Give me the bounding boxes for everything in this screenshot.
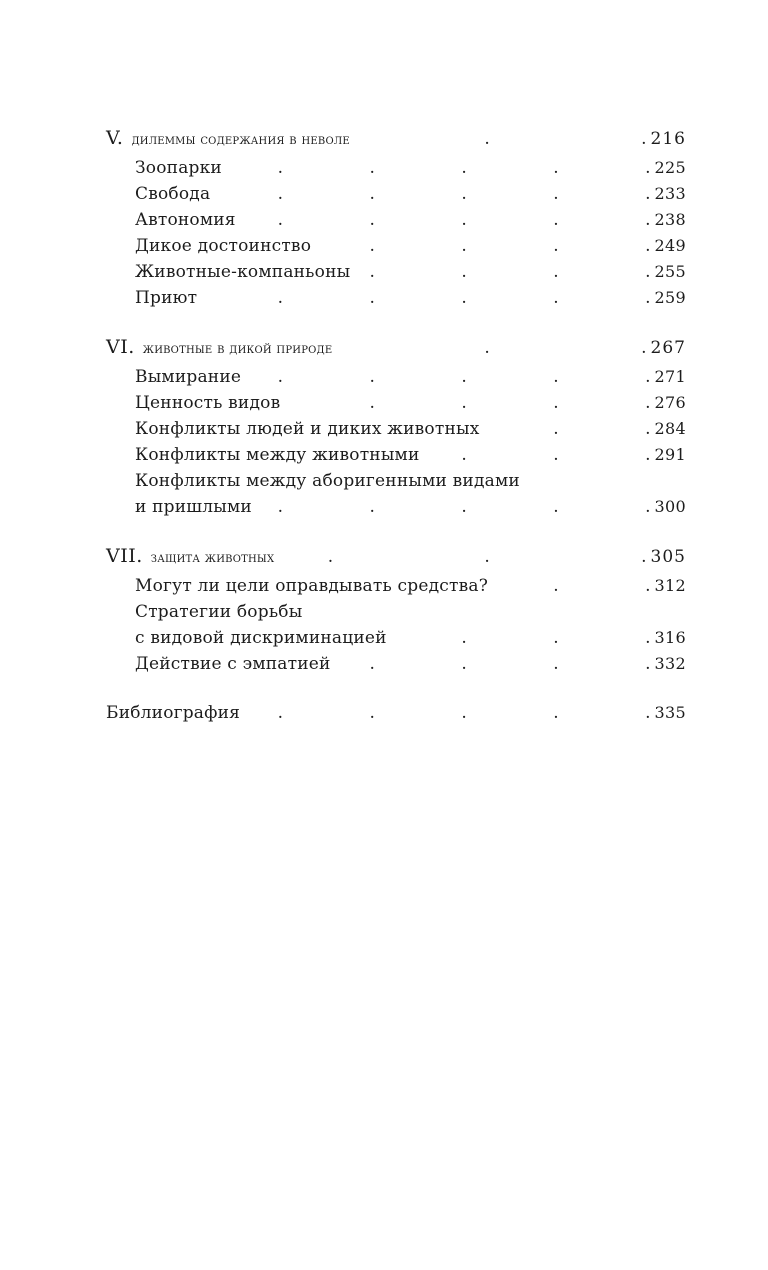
chapter-page-number: 216 xyxy=(650,129,686,149)
toc-entry-line1[interactable] xyxy=(106,599,686,625)
entry-page-number: 276 xyxy=(654,393,686,412)
entry-label: и пришлыми xyxy=(135,497,252,517)
entry-page-number: 332 xyxy=(654,654,686,673)
toc-entry[interactable] xyxy=(106,442,686,468)
dot-leader xyxy=(494,573,651,599)
dot-leader xyxy=(258,494,651,520)
entry-page-number: 233 xyxy=(654,184,686,203)
toc-entry[interactable] xyxy=(106,390,686,416)
entry-page-number: 291 xyxy=(654,445,686,464)
dot-leader xyxy=(426,442,651,468)
entry-label: Автономия xyxy=(135,210,236,230)
entry-label: Ценность видов xyxy=(135,393,281,413)
toc-entry[interactable] xyxy=(106,181,686,207)
dot-leader xyxy=(356,259,650,285)
entry-page-number: 312 xyxy=(654,576,686,595)
dot-leader xyxy=(280,544,646,570)
entry-page-number: 225 xyxy=(654,158,686,177)
bibliography-page-number: 335 xyxy=(654,703,686,722)
entry-page-number: 249 xyxy=(654,236,686,255)
toc-section-vi xyxy=(106,334,686,520)
entry-label: Зоопарки xyxy=(135,158,222,178)
toc-entry-line1[interactable] xyxy=(106,468,686,494)
toc-chapter-heading[interactable] xyxy=(106,543,686,569)
dot-leader xyxy=(216,181,650,207)
dot-leader xyxy=(286,390,650,416)
toc-entry[interactable] xyxy=(106,651,686,677)
dot-leader xyxy=(337,651,651,677)
toc-section-vii xyxy=(106,543,686,677)
entry-label: Дикое достоинство xyxy=(135,236,312,256)
toc-entry[interactable] xyxy=(106,233,686,259)
entry-label: Действие с эмпатией xyxy=(135,654,331,674)
chapter-number: VI. xyxy=(106,336,135,358)
entry-label-line1: Стратегии борьбы xyxy=(135,602,303,622)
table-of-contents xyxy=(106,125,686,749)
chapter-title: защита животных xyxy=(150,550,275,566)
dot-leader xyxy=(393,625,651,651)
toc-entry[interactable] xyxy=(106,416,686,442)
toc-section-v xyxy=(106,125,686,311)
dot-leader xyxy=(242,207,651,233)
dot-leader xyxy=(317,233,650,259)
chapter-title: животные в дикой природе xyxy=(142,341,333,357)
entry-label-line1: Конфликты между аборигенными видами xyxy=(135,471,520,491)
entry-label: Свобода xyxy=(135,184,211,204)
toc-entry[interactable] xyxy=(106,207,686,233)
toc-chapter-heading[interactable] xyxy=(106,125,686,151)
chapter-page-number: 267 xyxy=(650,338,686,358)
toc-entry-bibliography[interactable] xyxy=(106,700,686,726)
entry-page-number: 316 xyxy=(654,628,686,647)
toc-entry[interactable] xyxy=(106,625,686,651)
toc-entry[interactable] xyxy=(106,494,686,520)
toc-entry[interactable] xyxy=(106,364,686,390)
entry-page-number: 259 xyxy=(654,288,686,307)
dot-leader xyxy=(338,335,646,361)
bibliography-label: Библиография xyxy=(106,703,241,723)
dot-leader xyxy=(228,155,651,181)
entry-label: Животные-компаньоны xyxy=(135,262,351,282)
dot-leader xyxy=(486,416,651,442)
entry-label: Могут ли цели оправдывать средства? xyxy=(135,576,489,596)
toc-entry[interactable] xyxy=(106,155,686,181)
entry-label: Конфликты между животными xyxy=(135,445,420,465)
entry-label: Конфликты людей и диких животных xyxy=(135,419,480,439)
toc-chapter-heading[interactable] xyxy=(106,334,686,360)
entry-page-number: 255 xyxy=(654,262,686,281)
dot-leader xyxy=(246,700,650,726)
entry-page-number: 300 xyxy=(654,497,686,516)
entry-page-number: 238 xyxy=(654,210,686,229)
toc-entry[interactable] xyxy=(106,259,686,285)
dot-leader xyxy=(203,285,650,311)
chapter-number: V. xyxy=(106,127,124,149)
chapter-page-number: 305 xyxy=(650,547,686,567)
chapter-number: VII. xyxy=(106,545,143,567)
toc-bibliography xyxy=(106,700,686,726)
toc-entry[interactable] xyxy=(106,285,686,311)
entry-label: с видовой дискриминацией xyxy=(135,628,387,648)
entry-page-number: 271 xyxy=(654,367,686,386)
entry-label: Вымирание xyxy=(135,367,242,387)
toc-entry[interactable] xyxy=(106,573,686,599)
entry-label: Приют xyxy=(135,288,198,308)
entry-page-number: 284 xyxy=(654,419,686,438)
dot-leader xyxy=(247,364,650,390)
dot-leader xyxy=(356,126,647,152)
chapter-title: дилеммы содержания в неволе xyxy=(131,132,350,148)
